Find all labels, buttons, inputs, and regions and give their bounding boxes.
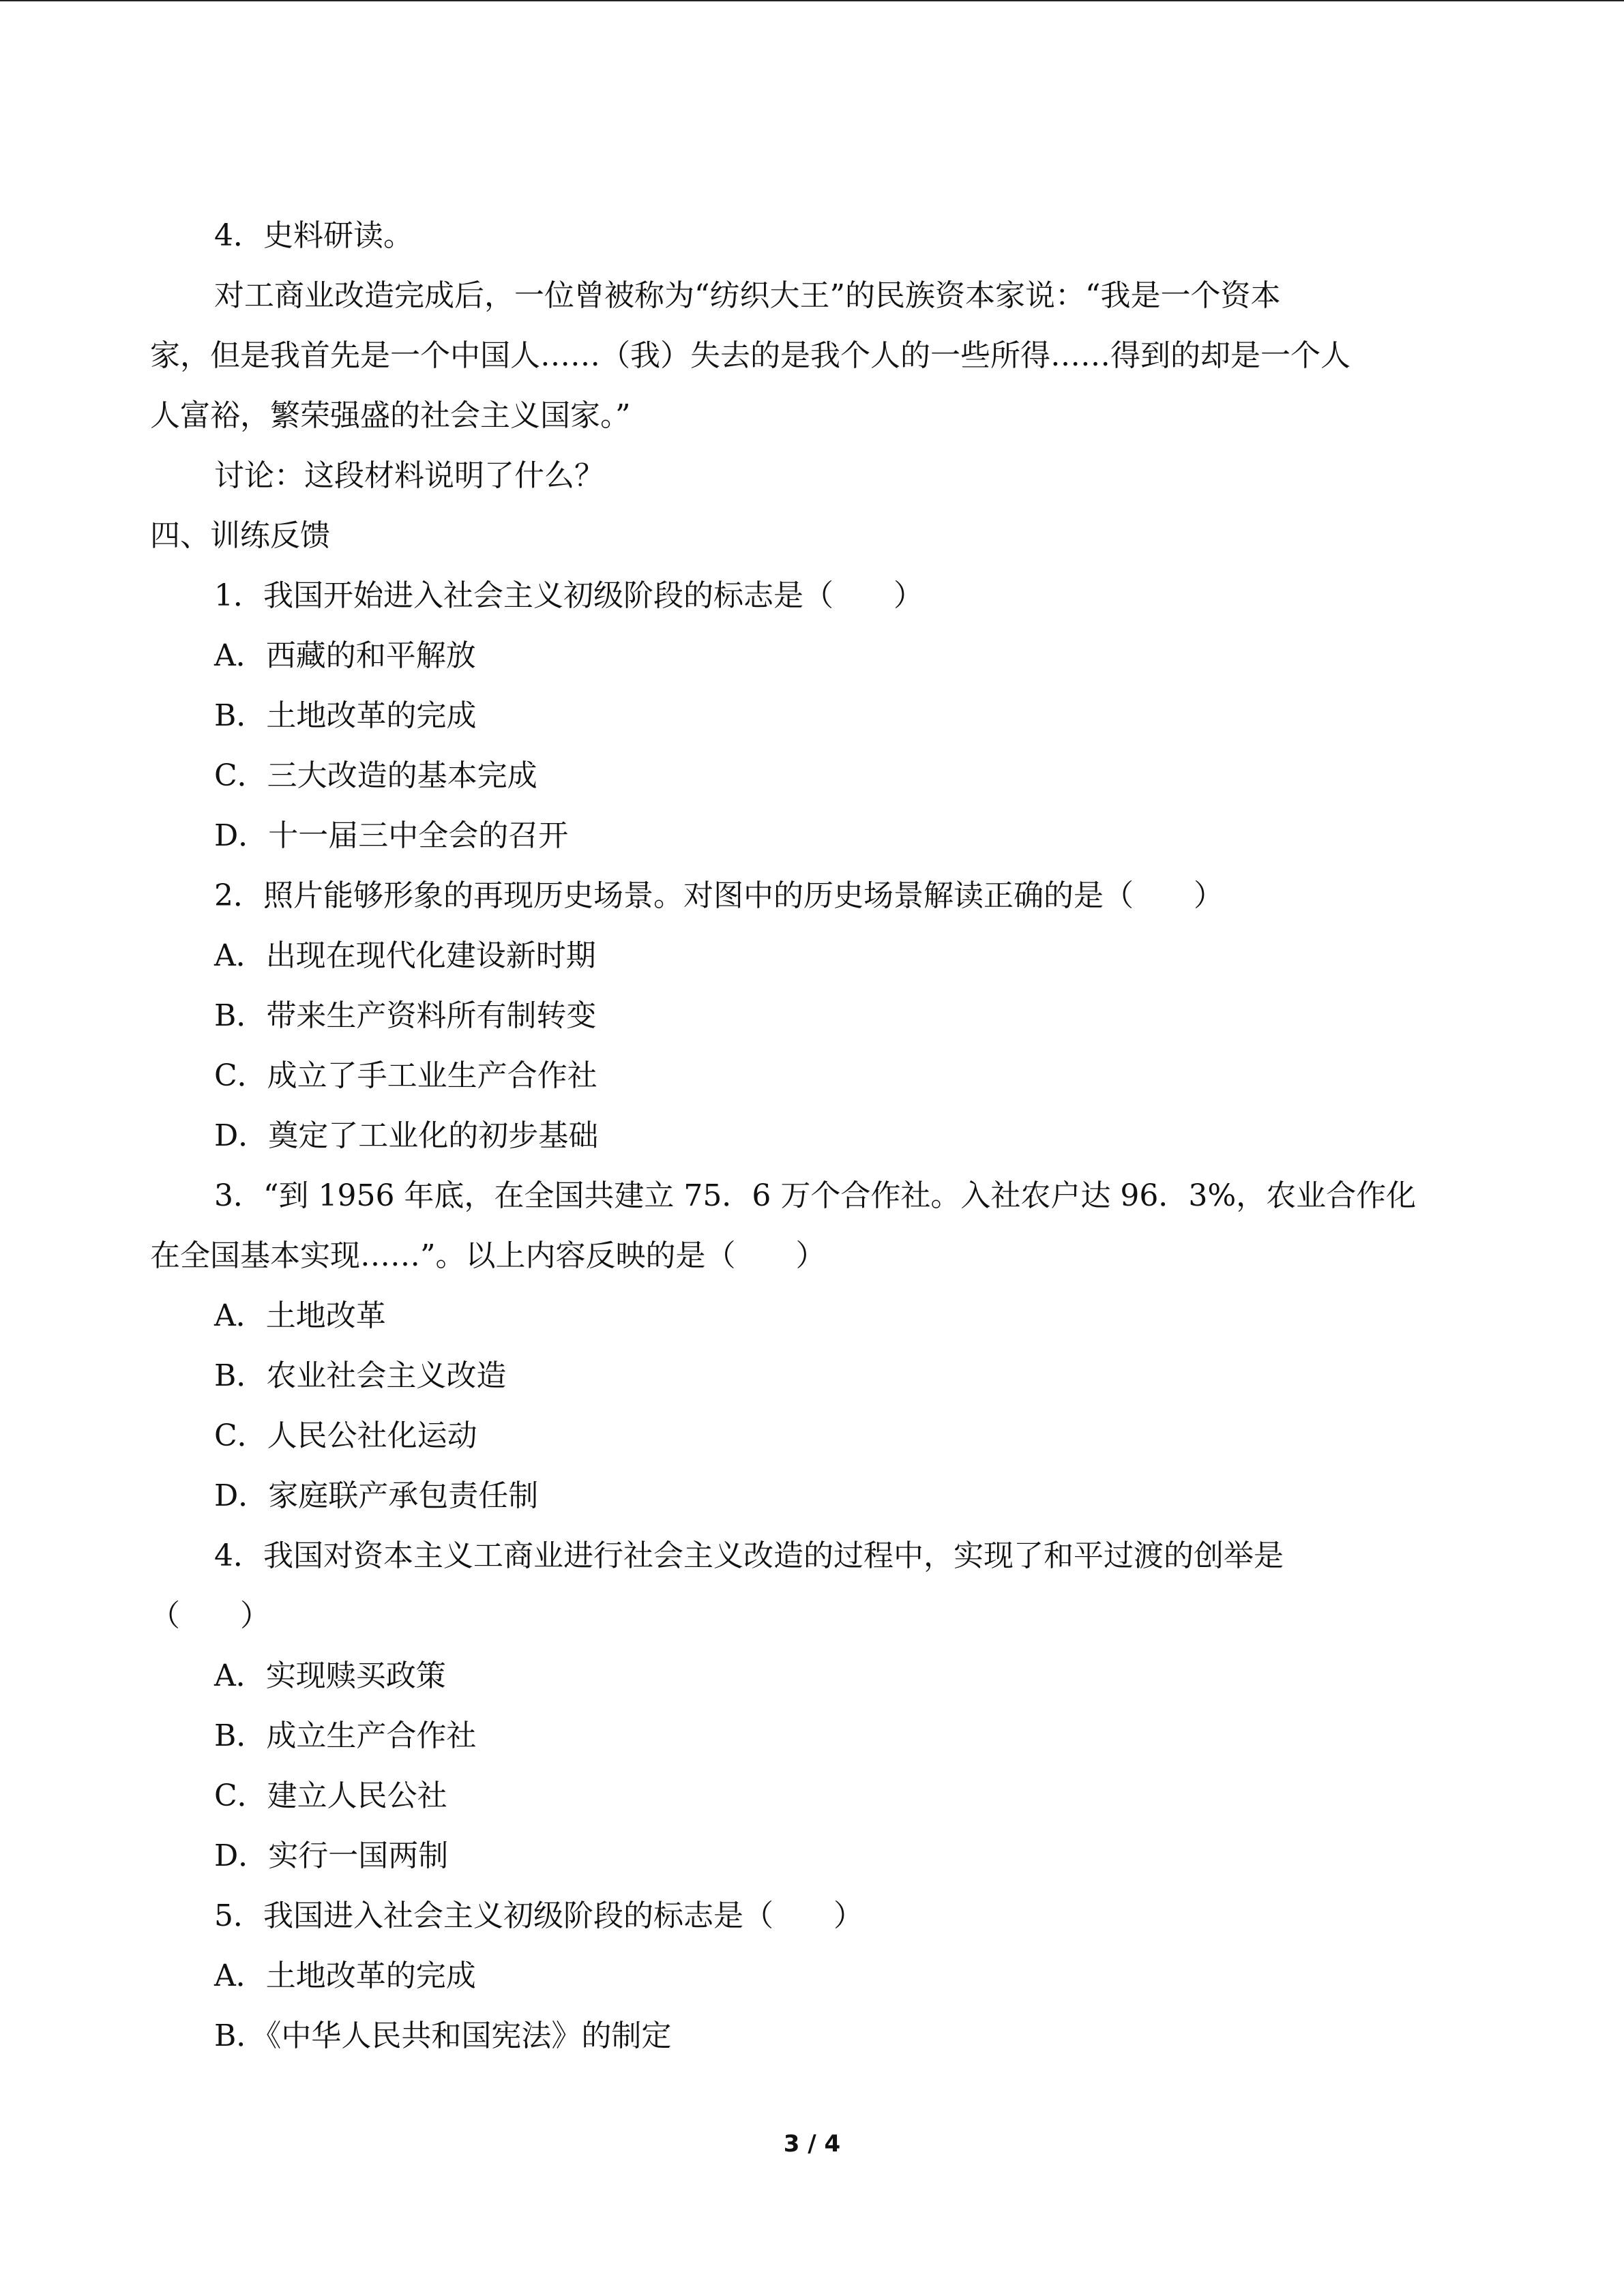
question-5-option-a: A．土地改革的完成 (214, 1958, 476, 1993)
question-3-option-d: D．家庭联产承包责任制 (214, 1478, 539, 1513)
material-line-2: 家，但是我首先是一个中国人……（我）失去的是我个人的一些所得……得到的却是一个人 (150, 338, 1350, 373)
question-3-option-b: B．农业社会主义改造 (214, 1358, 507, 1393)
question-1-option-b: B．土地改革的完成 (214, 698, 477, 733)
material-line-1: 对工商业改造完成后，一位曾被称为“纺织大王”的民族资本家说：“我是一个资本 (214, 278, 1281, 313)
section-heading-feedback: 四、训练反馈 (150, 518, 330, 553)
question-2-option-b: B．带来生产资料所有制转变 (214, 998, 597, 1033)
question-3-option-a: A．土地改革 (214, 1298, 386, 1333)
question-4-stem-line-2: （ ） (150, 1598, 270, 1633)
page-content (150, 206, 1474, 2066)
question-4-option-a: A．实现赎买政策 (214, 1658, 446, 1693)
question-1-stem: 1．我国开始进入社会主义初级阶段的标志是（ ） (214, 578, 924, 613)
question-3-option-c: C．人民公社化运动 (214, 1418, 477, 1453)
question-4-option-c: C．建立人民公社 (214, 1778, 447, 1813)
material-line-3: 人富裕，繁荣强盛的社会主义国家。” (150, 398, 631, 433)
item4-heading: 4．史料研读。 (214, 218, 413, 253)
question-2-stem: 2．照片能够形象的再现历史场景。对图中的历史场景解读正确的是（ ） (214, 878, 1224, 913)
question-5-stem: 5．我国进入社会主义初级阶段的标志是（ ） (214, 1898, 863, 1933)
question-2-option-c: C．成立了手工业生产合作社 (214, 1058, 597, 1093)
question-2-option-d: D．奠定了工业化的初步基础 (214, 1118, 599, 1153)
question-4-option-d: D．实行一国两制 (214, 1838, 449, 1873)
question-1-option-a: A．西藏的和平解放 (214, 638, 476, 673)
question-3-stem-line-2: 在全国基本实现……”。以上内容反映的是（ ） (150, 1238, 826, 1273)
page-number: 3 / 4 (783, 2130, 841, 2158)
discussion-prompt: 讨论：这段材料说明了什么？ (214, 458, 604, 493)
question-1-option-d: D．十一届三中全会的召开 (214, 818, 569, 853)
question-3-stem-line-1: 3．“到 1956 年底，在全国共建立 75．6 万个合作社。入社农户达 96．3%，农业合作化 (214, 1178, 1417, 1213)
question-4-stem-line-1: 4．我国对资本主义工商业进行社会主义改造的过程中，实现了和平过渡的创举是 (214, 1538, 1284, 1573)
question-5-option-b: B．《中华人民共和国宪法》的制定 (214, 2018, 672, 2053)
question-1-option-c: C．三大改造的基本完成 (214, 758, 537, 793)
question-2-option-a: A．出现在现代化建设新时期 (214, 938, 596, 973)
question-4-option-b: B．成立生产合作社 (214, 1718, 477, 1753)
